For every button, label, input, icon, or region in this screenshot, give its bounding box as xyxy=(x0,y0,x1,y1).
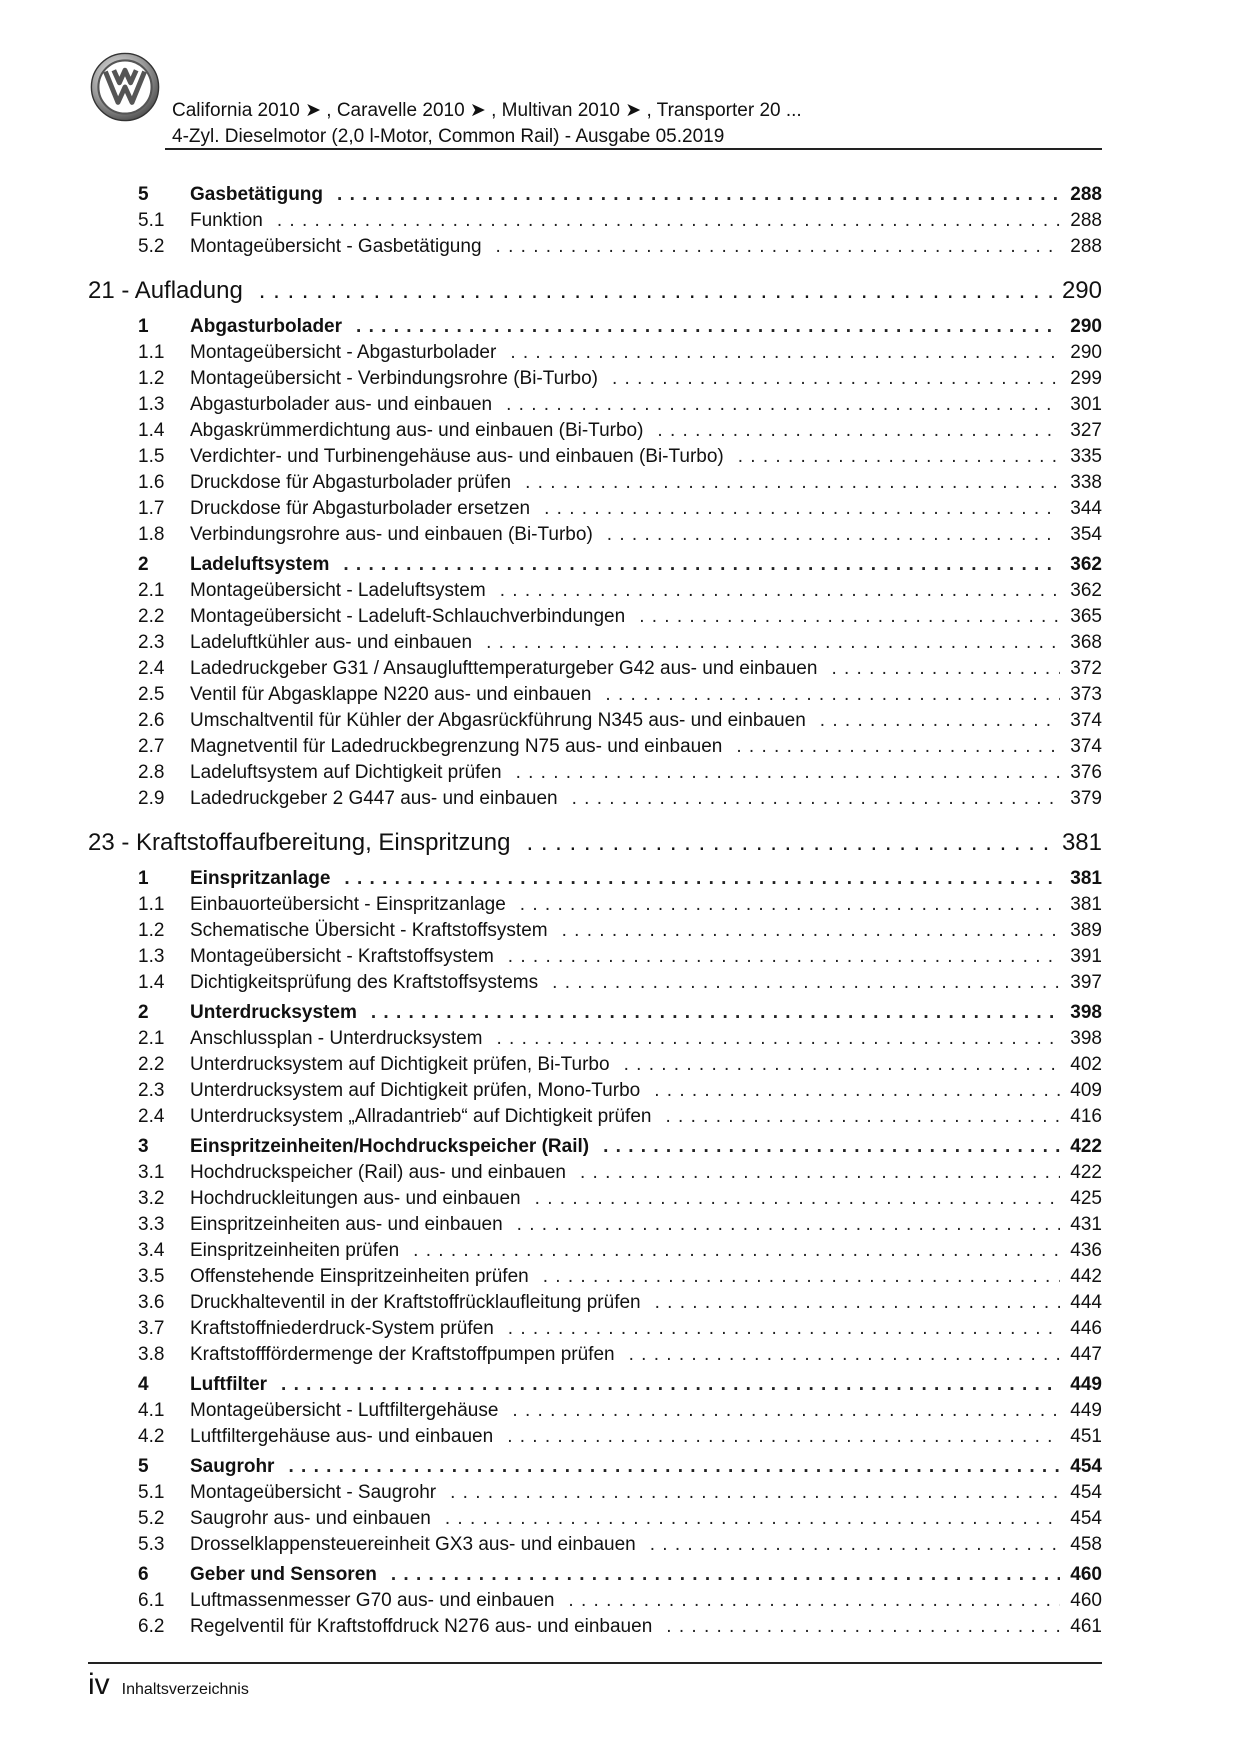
toc-title: Anschlussplan - Unterdrucksystem xyxy=(190,1028,483,1049)
toc-title: Kraftstofffördermenge der Kraftstoffpumpen prüfen xyxy=(190,1344,615,1365)
toc-number: 1.4 xyxy=(138,972,165,993)
toc-leader-dots xyxy=(500,578,1061,604)
toc-subsection[interactable] xyxy=(88,1160,1102,1186)
toc-number: 3 xyxy=(138,1136,149,1157)
toc-page-number: 372 xyxy=(1070,658,1102,679)
toc-number: 6.2 xyxy=(138,1616,165,1637)
toc-page-number: 446 xyxy=(1070,1318,1102,1339)
toc-leader-dots xyxy=(666,1614,1060,1640)
toc-page-number: 354 xyxy=(1070,524,1102,545)
toc-subsection[interactable] xyxy=(88,1290,1102,1316)
toc-leader-dots xyxy=(655,1290,1061,1316)
toc-page-number: 376 xyxy=(1070,762,1102,783)
toc-subsection[interactable] xyxy=(88,340,1102,366)
toc-subsection[interactable] xyxy=(88,1078,1102,1104)
toc-title: Ladedruckgeber G31 / Ansauglufttemperaturgeber G42 aus- und einbauen xyxy=(190,658,818,679)
toc-leader-dots xyxy=(344,866,1060,892)
toc-title: Montageübersicht - Gasbetätigung xyxy=(190,236,482,257)
toc-title: Luftmassenmesser G70 aus- und einbauen xyxy=(190,1590,555,1611)
toc-page-number: 447 xyxy=(1070,1344,1102,1365)
toc-chapter-title: 23 - Kraftstoffaufbereitung, Einspritzung xyxy=(88,829,511,856)
toc-subsection[interactable] xyxy=(88,1186,1102,1212)
toc-page-number: 461 xyxy=(1070,1616,1102,1637)
toc-subsection[interactable] xyxy=(88,760,1102,786)
toc-page-number: 422 xyxy=(1070,1162,1102,1183)
toc-number: 2.6 xyxy=(138,710,165,731)
toc-leader-dots xyxy=(450,1480,1060,1506)
header-line-2: 4-Zyl. Dieselmotor (2,0 l-Motor, Common Rail) - Ausgabe 05.2019 xyxy=(172,126,725,147)
toc-title: Verdichter- und Turbinengehäuse aus- und einbauen (Bi-Turbo) xyxy=(190,446,724,467)
toc-leader-dots xyxy=(391,1562,1060,1588)
toc-title: Unterdrucksystem auf Dichtigkeit prüfen, Bi-Turbo xyxy=(190,1054,610,1075)
toc-number: 3.2 xyxy=(138,1188,165,1209)
vw-logo xyxy=(90,52,160,122)
toc-number: 2.2 xyxy=(138,1054,165,1075)
toc-chapter[interactable] xyxy=(88,274,1102,308)
toc-leader-dots xyxy=(607,522,1061,548)
toc-leader-dots xyxy=(445,1506,1060,1532)
toc-number: 3.5 xyxy=(138,1266,165,1287)
toc-page-number: 374 xyxy=(1070,710,1102,731)
toc-title: Luftfilter xyxy=(190,1374,268,1395)
toc-title: Regelventil für Kraftstoffdruck N276 aus- und einbauen xyxy=(190,1616,653,1637)
page-number: iv xyxy=(88,1668,110,1701)
toc-subsection[interactable] xyxy=(88,1316,1102,1342)
footer-label: Inhaltsverzeichnis xyxy=(121,1681,249,1698)
toc-number: 3.4 xyxy=(138,1240,165,1261)
toc-page-number: 442 xyxy=(1070,1266,1102,1287)
toc-page-number: 362 xyxy=(1070,580,1102,601)
toc-number: 2.1 xyxy=(138,580,165,601)
toc-subsection[interactable] xyxy=(88,970,1102,996)
toc-page-number: 431 xyxy=(1070,1214,1102,1235)
header-line-1: California 2010 ➤ , Caravelle 2010 ➤ , Multivan 2010 ➤ , Transporter 20 ... xyxy=(172,100,802,121)
toc-subsection[interactable] xyxy=(88,944,1102,970)
toc-title: Hochdruckleitungen aus- und einbauen xyxy=(190,1188,521,1209)
toc-title: Montageübersicht - Saugrohr xyxy=(190,1482,437,1503)
toc-title: Ladeluftsystem xyxy=(190,554,330,575)
toc-page-number: 381 xyxy=(1061,829,1102,856)
toc-leader-dots xyxy=(281,1372,1060,1398)
toc-section[interactable] xyxy=(88,866,1102,892)
toc-title: Einbauorteübersicht - Einspritzanlage xyxy=(190,894,506,915)
toc-title: Verbindungsrohre aus- und einbauen (Bi-Turbo) xyxy=(190,524,593,545)
toc-title: Einspritzeinheiten aus- und einbauen xyxy=(190,1214,503,1235)
toc-subsection[interactable] xyxy=(88,892,1102,918)
toc-section[interactable] xyxy=(88,552,1102,578)
toc-page-number: 365 xyxy=(1070,606,1102,627)
toc-title: Saugrohr aus- und einbauen xyxy=(190,1508,431,1529)
toc-subsection[interactable] xyxy=(88,1212,1102,1238)
toc-number: 1.8 xyxy=(138,524,165,545)
toc-subsection[interactable] xyxy=(88,522,1102,548)
toc-subsection[interactable] xyxy=(88,656,1102,682)
toc-page-number: 422 xyxy=(1070,1136,1102,1157)
toc-title: Ladedruckgeber 2 G447 aus- und einbauen xyxy=(190,788,558,809)
toc-number: 3.7 xyxy=(138,1318,165,1339)
toc-subsection[interactable] xyxy=(88,418,1102,444)
toc-title: Gasbetätigung xyxy=(190,184,324,205)
toc-subsection[interactable] xyxy=(88,786,1102,812)
toc-number: 1.2 xyxy=(138,368,165,389)
toc-page-number: 449 xyxy=(1070,1400,1102,1421)
toc-leader-dots xyxy=(356,314,1060,340)
toc-subsection[interactable] xyxy=(88,1588,1102,1614)
toc-page-number: 425 xyxy=(1070,1188,1102,1209)
toc-number: 5.2 xyxy=(138,236,165,257)
toc-leader-dots xyxy=(413,1238,1060,1264)
toc-page-number: 389 xyxy=(1070,920,1102,941)
toc-title: Ladeluftsystem auf Dichtigkeit prüfen xyxy=(190,762,502,783)
toc-page-number: 454 xyxy=(1070,1508,1102,1529)
toc-subsection[interactable] xyxy=(88,1614,1102,1640)
document-header xyxy=(172,98,802,150)
toc-title: Montageübersicht - Kraftstoffsystem xyxy=(190,946,494,967)
toc-page-number: 362 xyxy=(1070,554,1102,575)
toc-page-number: 299 xyxy=(1070,368,1102,389)
toc-number: 1.6 xyxy=(138,472,165,493)
toc-leader-dots xyxy=(738,444,1061,470)
toc-page-number: 460 xyxy=(1070,1590,1102,1611)
toc-leader-dots xyxy=(508,944,1061,970)
toc-number: 2.3 xyxy=(138,632,165,653)
toc-leader-dots xyxy=(507,1424,1060,1450)
toc-title: Unterdrucksystem xyxy=(190,1002,357,1023)
toc-title: Offenstehende Einspritzeinheiten prüfen xyxy=(190,1266,529,1287)
toc-chapter-title: 21 - Aufladung xyxy=(88,277,243,304)
toc-title: Montageübersicht - Verbindungsrohre (Bi-Turbo) xyxy=(190,368,598,389)
toc-leader-dots xyxy=(510,340,1060,366)
toc-page-number: 368 xyxy=(1070,632,1102,653)
toc-title: Magnetventil für Ladedruckbegrenzung N75 aus- und einbauen xyxy=(190,736,723,757)
toc-page-number: 288 xyxy=(1070,184,1102,205)
toc-page-number: 398 xyxy=(1070,1002,1102,1023)
toc-leader-dots xyxy=(654,1078,1060,1104)
toc-title: Schematische Übersicht - Kraftstoffsystem xyxy=(190,920,548,941)
toc-number: 4.2 xyxy=(138,1426,165,1447)
toc-subsection[interactable] xyxy=(88,604,1102,630)
table-of-contents xyxy=(88,178,1102,1640)
toc-number: 3.8 xyxy=(138,1344,165,1365)
toc-leader-dots xyxy=(544,496,1060,522)
toc-page-number: 381 xyxy=(1070,868,1102,889)
toc-number: 1.7 xyxy=(138,498,165,519)
toc-leader-dots xyxy=(512,1398,1060,1424)
toc-section[interactable] xyxy=(88,1000,1102,1026)
toc-number: 5 xyxy=(138,184,149,205)
toc-leader-dots xyxy=(337,182,1060,208)
toc-number: 3.1 xyxy=(138,1162,165,1183)
toc-section[interactable] xyxy=(88,1372,1102,1398)
toc-title: Einspritzeinheiten/Hochdruckspeicher (Rail) xyxy=(190,1136,590,1157)
toc-page-number: 402 xyxy=(1070,1054,1102,1075)
toc-chapter[interactable] xyxy=(88,826,1102,860)
toc-title: Ladeluftkühler aus- und einbauen xyxy=(190,632,473,653)
toc-subsection[interactable] xyxy=(88,208,1102,234)
toc-number: 1.2 xyxy=(138,920,165,941)
toc-leader-dots xyxy=(603,1134,1060,1160)
toc-title: Unterdrucksystem auf Dichtigkeit prüfen, Mono-Turbo xyxy=(190,1080,641,1101)
toc-leader-dots xyxy=(516,760,1061,786)
toc-subsection[interactable] xyxy=(88,444,1102,470)
toc-number: 2 xyxy=(138,554,149,575)
toc-number: 2.4 xyxy=(138,658,165,679)
page-footer xyxy=(88,1668,249,1702)
toc-number: 2.4 xyxy=(138,1106,165,1127)
toc-page-number: 444 xyxy=(1070,1292,1102,1313)
toc-title: Druckdose für Abgasturbolader prüfen xyxy=(190,472,512,493)
toc-title: Abgasturbolader xyxy=(190,316,343,337)
toc-number: 1 xyxy=(138,868,149,889)
toc-number: 5 xyxy=(138,1456,149,1477)
toc-number: 2.3 xyxy=(138,1080,165,1101)
toc-number: 2.9 xyxy=(138,788,165,809)
toc-page-number: 454 xyxy=(1070,1482,1102,1503)
toc-page-number: 460 xyxy=(1070,1564,1102,1585)
toc-leader-dots xyxy=(639,604,1060,630)
toc-leader-dots xyxy=(343,552,1060,578)
toc-page-number: 290 xyxy=(1061,277,1102,304)
toc-number: 1 xyxy=(138,316,149,337)
toc-page-number: 454 xyxy=(1070,1456,1102,1477)
toc-subsection[interactable] xyxy=(88,1342,1102,1368)
toc-number: 2.7 xyxy=(138,736,165,757)
toc-title: Geber und Sensoren xyxy=(190,1564,377,1585)
toc-leader-dots xyxy=(497,1026,1061,1052)
toc-subsection[interactable] xyxy=(88,234,1102,260)
toc-number: 5.3 xyxy=(138,1534,165,1555)
toc-title: Hochdruckspeicher (Rail) aus- und einbauen xyxy=(190,1162,566,1183)
toc-leader-dots xyxy=(736,734,1060,760)
toc-section[interactable] xyxy=(88,314,1102,340)
toc-title: Montageübersicht - Ladeluft-Schlauchverbindungen xyxy=(190,606,626,627)
toc-leader-dots xyxy=(657,418,1060,444)
toc-leader-dots xyxy=(543,1264,1061,1290)
toc-leader-dots xyxy=(259,274,1054,308)
toc-page-number: 374 xyxy=(1070,736,1102,757)
toc-section[interactable] xyxy=(88,182,1102,208)
toc-leader-dots xyxy=(624,1052,1061,1078)
toc-leader-dots xyxy=(525,470,1060,496)
toc-leader-dots xyxy=(612,366,1060,392)
toc-page-number: 391 xyxy=(1070,946,1102,967)
toc-subsection[interactable] xyxy=(88,1052,1102,1078)
toc-leader-dots xyxy=(552,970,1060,996)
toc-title: Abgaskrümmerdichtung aus- und einbauen (Bi-Turbo) xyxy=(190,420,644,441)
toc-leader-dots xyxy=(629,1342,1061,1368)
toc-page-number: 288 xyxy=(1070,210,1102,231)
toc-title: Ventil für Abgasklappe N220 aus- und einbauen xyxy=(190,684,592,705)
toc-page-number: 416 xyxy=(1070,1106,1102,1127)
toc-number: 5.2 xyxy=(138,1508,165,1529)
toc-page-number: 344 xyxy=(1070,498,1102,519)
toc-subsection[interactable] xyxy=(88,496,1102,522)
toc-leader-dots xyxy=(277,208,1060,234)
toc-title: Funktion xyxy=(190,210,263,231)
toc-leader-dots xyxy=(831,656,1060,682)
toc-page-number: 290 xyxy=(1070,316,1102,337)
toc-title: Umschaltventil für Kühler der Abgasrückführung N345 aus- und einbauen xyxy=(190,710,806,731)
toc-number: 3.3 xyxy=(138,1214,165,1235)
toc-subsection[interactable] xyxy=(88,630,1102,656)
toc-number: 1.4 xyxy=(138,420,165,441)
toc-page-number: 381 xyxy=(1070,894,1102,915)
toc-leader-dots xyxy=(820,708,1061,734)
toc-subsection[interactable] xyxy=(88,1480,1102,1506)
toc-subsection[interactable] xyxy=(88,392,1102,418)
toc-subsection[interactable] xyxy=(88,1398,1102,1424)
toc-page-number: 397 xyxy=(1070,972,1102,993)
toc-title: Saugrohr xyxy=(190,1456,275,1477)
toc-number: 2.8 xyxy=(138,762,165,783)
toc-subsection[interactable] xyxy=(88,682,1102,708)
toc-page-number: 335 xyxy=(1070,446,1102,467)
toc-page-number: 290 xyxy=(1070,342,1102,363)
toc-leader-dots xyxy=(650,1532,1061,1558)
toc-leader-dots xyxy=(508,1316,1061,1342)
toc-leader-dots xyxy=(572,786,1061,812)
toc-title: Abgasturbolader aus- und einbauen xyxy=(190,394,493,415)
toc-leader-dots xyxy=(486,630,1060,656)
toc-number: 1.1 xyxy=(138,894,165,915)
toc-leader-dots xyxy=(562,918,1061,944)
toc-leader-dots xyxy=(371,1000,1060,1026)
toc-title: Kraftstoffniederdruck-System prüfen xyxy=(190,1318,494,1339)
toc-number: 4.1 xyxy=(138,1400,165,1421)
toc-leader-dots xyxy=(665,1104,1060,1130)
toc-leader-dots xyxy=(535,1186,1061,1212)
toc-subsection[interactable] xyxy=(88,1532,1102,1558)
toc-number: 2 xyxy=(138,1002,149,1023)
toc-page-number: 449 xyxy=(1070,1374,1102,1395)
toc-title: Drosselklappensteuereinheit GX3 aus- und einbauen xyxy=(190,1534,636,1555)
toc-subsection[interactable] xyxy=(88,918,1102,944)
toc-title: Einspritzeinheiten prüfen xyxy=(190,1240,400,1261)
toc-subsection[interactable] xyxy=(88,366,1102,392)
toc-title: Montageübersicht - Abgasturbolader xyxy=(190,342,497,363)
toc-subsection[interactable] xyxy=(88,1104,1102,1130)
toc-page-number: 458 xyxy=(1070,1534,1102,1555)
toc-number: 1.3 xyxy=(138,946,165,967)
toc-page-number: 398 xyxy=(1070,1028,1102,1049)
toc-section[interactable] xyxy=(88,1454,1102,1480)
toc-title: Unterdrucksystem „Allradantrieb“ auf Dichtigkeit prüfen xyxy=(190,1106,652,1127)
toc-title: Druckdose für Abgasturbolader ersetzen xyxy=(190,498,531,519)
toc-leader-dots xyxy=(520,892,1061,918)
toc-leader-dots xyxy=(568,1588,1060,1614)
toc-page-number: 436 xyxy=(1070,1240,1102,1261)
toc-subsection[interactable] xyxy=(88,1026,1102,1052)
toc-subsection[interactable] xyxy=(88,578,1102,604)
toc-leader-dots xyxy=(517,1212,1061,1238)
toc-leader-dots xyxy=(496,234,1061,260)
toc-page-number: 451 xyxy=(1070,1426,1102,1447)
toc-title: Einspritzanlage xyxy=(190,868,331,889)
toc-page-number: 379 xyxy=(1070,788,1102,809)
toc-number: 3.6 xyxy=(138,1292,165,1313)
toc-number: 4 xyxy=(138,1374,149,1395)
toc-leader-dots xyxy=(580,1160,1060,1186)
toc-page-number: 301 xyxy=(1070,394,1102,415)
toc-section[interactable] xyxy=(88,1562,1102,1588)
toc-title: Druckhalteventil in der Kraftstoffrücklaufleitung prüfen xyxy=(190,1292,641,1313)
toc-title: Luftfiltergehäuse aus- und einbauen xyxy=(190,1426,494,1447)
toc-leader-dots xyxy=(288,1454,1060,1480)
toc-number: 1.5 xyxy=(138,446,165,467)
toc-subsection[interactable] xyxy=(88,1238,1102,1264)
toc-title: Dichtigkeitsprüfung des Kraftstoffsystems xyxy=(190,972,539,993)
toc-page-number: 288 xyxy=(1070,236,1102,257)
toc-subsection[interactable] xyxy=(88,708,1102,734)
toc-leader-dots xyxy=(526,826,1053,860)
header-divider xyxy=(165,148,1102,150)
toc-leader-dots xyxy=(605,682,1060,708)
toc-page-number: 409 xyxy=(1070,1080,1102,1101)
toc-number: 6 xyxy=(138,1564,149,1585)
footer-divider xyxy=(88,1662,1102,1664)
toc-number: 1.3 xyxy=(138,394,165,415)
toc-subsection[interactable] xyxy=(88,1424,1102,1450)
toc-number: 2.2 xyxy=(138,606,165,627)
toc-leader-dots xyxy=(506,392,1060,418)
toc-number: 5.1 xyxy=(138,1482,165,1503)
toc-number: 1.1 xyxy=(138,342,165,363)
toc-page-number: 327 xyxy=(1070,420,1102,441)
toc-subsection[interactable] xyxy=(88,470,1102,496)
toc-page-number: 373 xyxy=(1070,684,1102,705)
toc-number: 2.5 xyxy=(138,684,165,705)
toc-number: 5.1 xyxy=(138,210,165,231)
toc-title: Montageübersicht - Ladeluftsystem xyxy=(190,580,486,601)
toc-subsection[interactable] xyxy=(88,1506,1102,1532)
toc-subsection[interactable] xyxy=(88,1264,1102,1290)
toc-page-number: 338 xyxy=(1070,472,1102,493)
toc-title: Montageübersicht - Luftfiltergehäuse xyxy=(190,1400,499,1421)
toc-subsection[interactable] xyxy=(88,734,1102,760)
toc-section[interactable] xyxy=(88,1134,1102,1160)
toc-number: 6.1 xyxy=(138,1590,165,1611)
toc-number: 2.1 xyxy=(138,1028,165,1049)
